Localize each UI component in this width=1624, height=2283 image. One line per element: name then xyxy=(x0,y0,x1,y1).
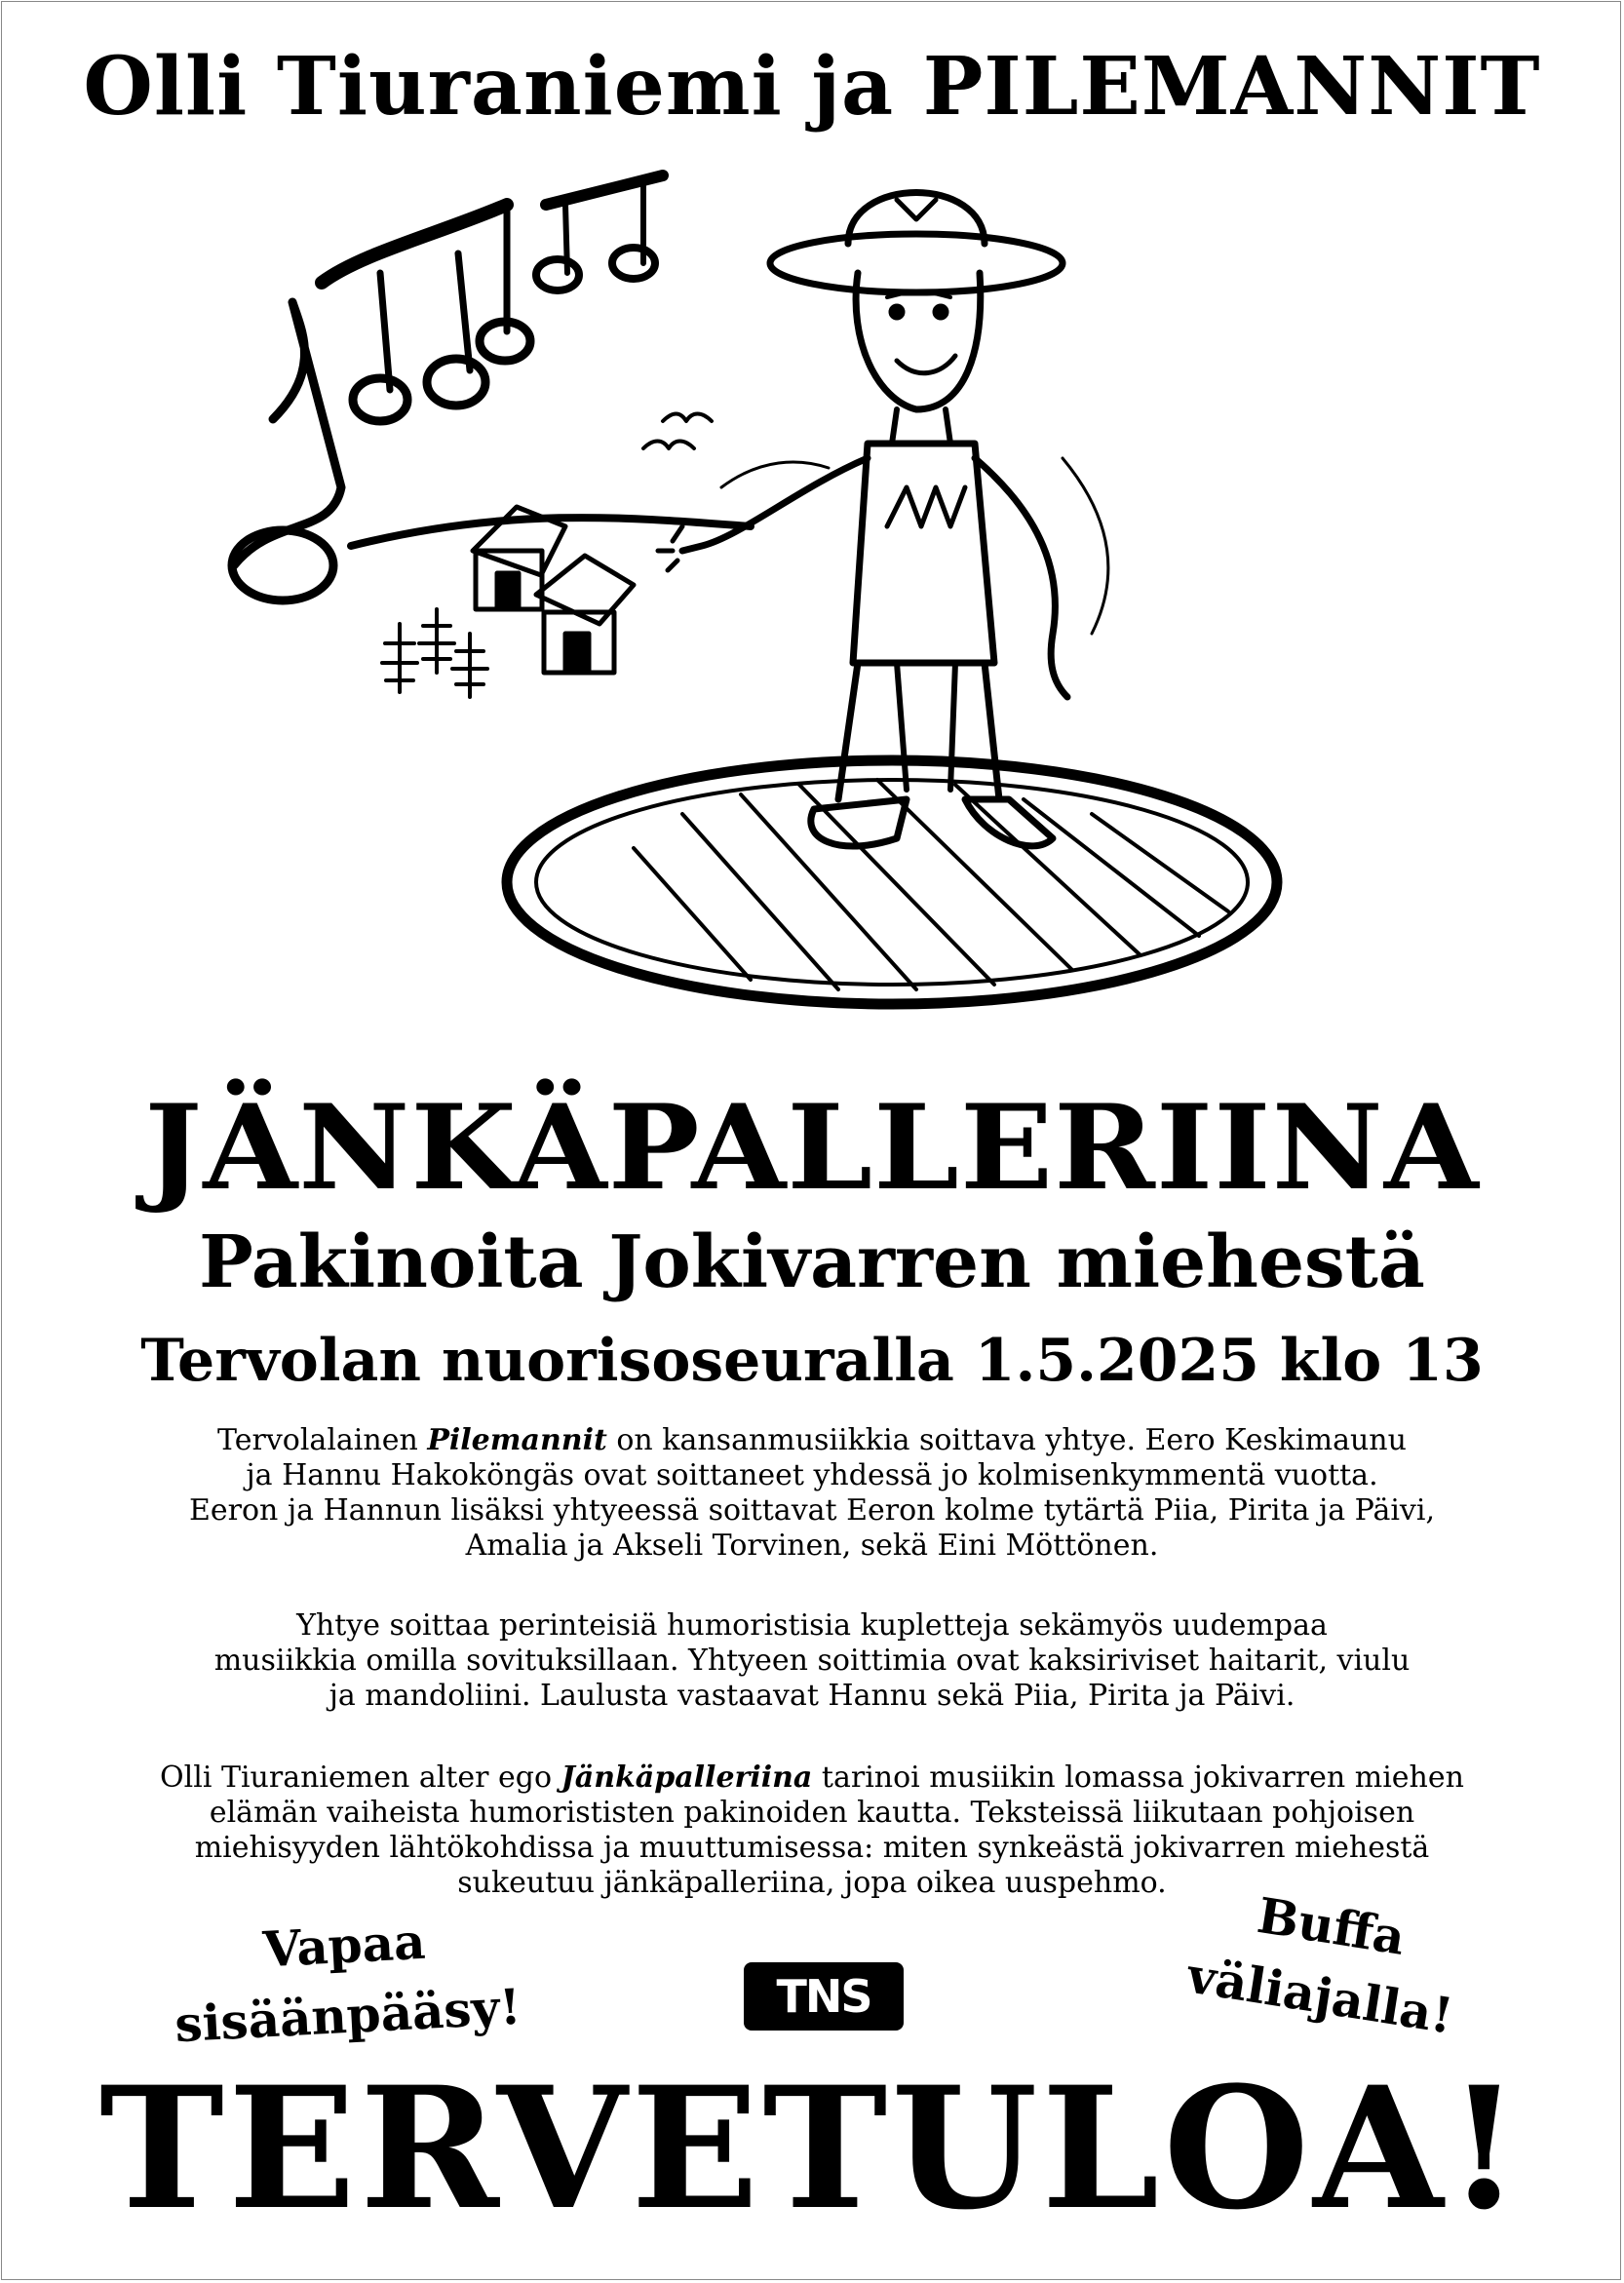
tns-logo xyxy=(744,1962,904,2031)
text-segment: tarinoi musiikin lomassa jokivarren miehen xyxy=(812,1761,1464,1795)
dancing-man-icon xyxy=(658,193,1108,847)
description-line: elämän vaiheista humorististen pakinoiden kautta. Teksteissä liikutaan pohjoisen xyxy=(209,1796,1415,1830)
text-segment: Tervolalainen xyxy=(217,1423,428,1457)
dance-floor-icon xyxy=(507,760,1277,1004)
description-line: Eeron ja Hannun lisäksi yhtyeessä soittavat Eeron kolme tytärtä Piia, Pirita ja Päivi, xyxy=(188,1493,1436,1528)
description-line: musiikkia omilla sovituksillaan. Yhtyeen soittimia ovat kaksiriviset haitarit, viulu xyxy=(213,1644,1411,1678)
tns-logo-text: TNS xyxy=(776,1970,871,2023)
illustration xyxy=(214,166,1404,1024)
houses-icon xyxy=(473,507,634,673)
event-title: JÄNKÄPALLERIINA xyxy=(144,1079,1480,1217)
free-entry-line-2: sisäänpääsy! xyxy=(173,1977,522,2054)
free-entry-note xyxy=(134,1900,560,2062)
description-paragraph-3 xyxy=(78,1761,1546,1901)
welcome-footer: TERVETULOA! xyxy=(98,2049,1526,2247)
buffet-line-2: väliajalla! xyxy=(1183,1946,1457,2045)
text-segment: Olli Tiuraniemen alter ego xyxy=(160,1761,561,1795)
description-line xyxy=(78,1761,1546,1796)
description-line: ja mandoliini. Laulusta vastaavat Hannu sekä Piia, Pirita ja Päivi. xyxy=(329,1679,1295,1713)
show-name-emphasis: Jänkäpalleriina xyxy=(561,1761,813,1795)
description-line: Amalia ja Akseli Torvinen, sekä Eini Möttönen. xyxy=(465,1528,1159,1563)
buffet-line-1: Buffa xyxy=(1253,1885,1410,1966)
text-segment: on kansanmusiikkia soittava yhtye. Eero Keskimaunu xyxy=(606,1423,1407,1457)
header-title: Olli Tiuraniemi ja PILEMANNIT xyxy=(83,40,1541,134)
band-name-emphasis: Pilemannit xyxy=(427,1423,607,1457)
free-entry-line-1: Vapaa xyxy=(261,1912,427,1979)
trees-icon xyxy=(382,609,487,697)
description-paragraph-1 xyxy=(78,1423,1546,1564)
birds-icon xyxy=(643,414,712,449)
description-line: Yhtye soittaa perinteisiä humoristisia kupletteja sekämyös uudempaa xyxy=(296,1608,1328,1643)
description-paragraph-2 xyxy=(78,1608,1546,1714)
event-venue-time: Tervolan nuorisoseuralla 1.5.2025 klo 13 xyxy=(140,1327,1484,1395)
description-line xyxy=(78,1423,1546,1458)
description-line: ja Hannu Hakoköngäs ovat soittaneet yhdessä jo kolmisenkymmentä vuotta. xyxy=(246,1458,1378,1492)
description-line: miehisyyden lähtökohdissa ja muuttumisessa: miten synkeästä jokivarren miehestä xyxy=(194,1831,1430,1865)
event-subtitle: Pakinoita Jokivarren miehestä xyxy=(199,1220,1425,1304)
description-line: sukeutuu jänkäpalleriina, jopa oikea uuspehmo. xyxy=(457,1866,1167,1900)
